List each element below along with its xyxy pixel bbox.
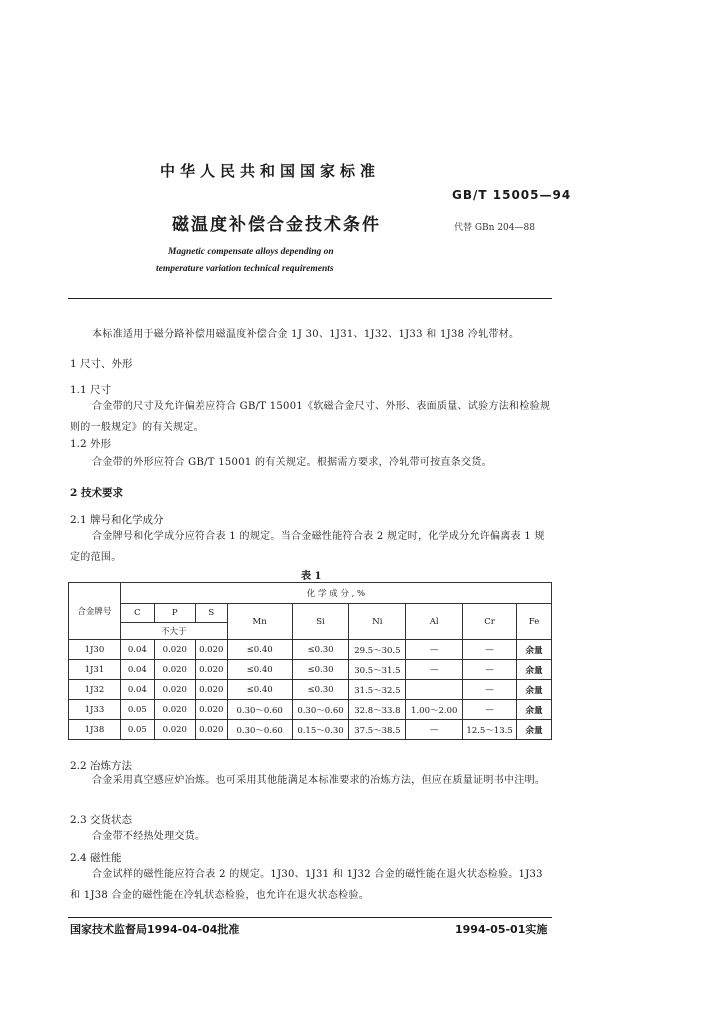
table-row xyxy=(69,640,552,660)
table-cell: — xyxy=(406,660,463,680)
section-2-4-text: 合金试样的磁性能应符合表 2 的规定。1J30、1J31 和 1J32 合金的磁性能在退火状态检验。1J33 和 1J38 合金的磁性能在冷轧状态检验，也允许在退火状态检验。 xyxy=(70,869,543,901)
table-cell: 余量 xyxy=(517,640,552,660)
table-cell: ≤0.30 xyxy=(292,660,349,680)
table-cell: 0.020 xyxy=(154,660,195,680)
section-2-2-text: 合金采用真空感应炉冶炼。也可采用其他能满足本标准要求的冶炼方法，但应在质量证明书中注明。 xyxy=(92,775,546,786)
table-cell: 0.30～0.60 xyxy=(227,720,292,740)
document-title-cn: 磁温度补偿合金技术条件 xyxy=(172,215,381,235)
element-s: S xyxy=(195,604,227,623)
table-cell: — xyxy=(463,680,517,700)
table-cell xyxy=(406,680,463,700)
header-rule xyxy=(68,298,552,299)
table-cell: 1J30 xyxy=(69,640,121,660)
table-cell: 29.5～30.5 xyxy=(349,640,406,660)
table-cell: 0.15～0.30 xyxy=(292,720,349,740)
standard-number: GB/T 15005—94 xyxy=(452,188,572,202)
table-cell: ≤0.40 xyxy=(227,640,292,660)
table-cell: 37.5～38.5 xyxy=(349,720,406,740)
table-cell: 31.5～32.5 xyxy=(349,680,406,700)
table-cell: 1J38 xyxy=(69,720,121,740)
not-greater-label: 不大于 xyxy=(120,623,227,640)
table-cell: 0.020 xyxy=(195,660,227,680)
table-cell: — xyxy=(463,660,517,680)
table-cell: ≤0.30 xyxy=(292,640,349,660)
table-cell: 0.020 xyxy=(195,700,227,720)
table-cell: 30.5～31.5 xyxy=(349,660,406,680)
section-2-1-heading: 2.1 牌号和化学成分 xyxy=(70,514,164,526)
element-p: P xyxy=(154,604,195,623)
element-ni: Ni xyxy=(349,604,406,640)
element-si: Si xyxy=(292,604,349,640)
table-cell: 0.04 xyxy=(120,680,154,700)
section-2-3-heading: 2.3 交货状态 xyxy=(70,814,133,826)
table-cell: ≤0.30 xyxy=(292,680,349,700)
table-cell: 余量 xyxy=(517,720,552,740)
element-mn: Mn xyxy=(227,604,292,640)
table-cell: — xyxy=(406,640,463,660)
table-cell: — xyxy=(406,720,463,740)
table-cell: 0.05 xyxy=(120,720,154,740)
table-cell: 0.30～0.60 xyxy=(292,700,349,720)
table-row xyxy=(69,660,552,680)
table-cell: 余量 xyxy=(517,680,552,700)
table-cell: 1.00～2.00 xyxy=(406,700,463,720)
footer-rule xyxy=(68,917,552,918)
scope-paragraph: 本标准适用于磁分路补偿用磁温度补偿合金 1J 30、1J31、1J32、1J33 和 1J38 冷轧带材。 xyxy=(92,329,520,340)
national-standard-heading: 中华人民共和国国家标准 xyxy=(160,162,381,180)
document-title-en-line1: Magnetic compensate alloys depending on xyxy=(168,247,334,257)
table-cell: 余量 xyxy=(517,660,552,680)
replaces-note: 代替 GBn 204—88 xyxy=(454,223,535,233)
table-cell: — xyxy=(463,700,517,720)
element-cr: Cr xyxy=(463,604,517,640)
table-cell: 0.020 xyxy=(154,700,195,720)
table-cell: 1J33 xyxy=(69,700,121,720)
table-cell: 0.020 xyxy=(154,680,195,700)
table-cell: ≤0.40 xyxy=(227,680,292,700)
table-cell: 1J31 xyxy=(69,660,121,680)
table-cell: 1J32 xyxy=(69,680,121,700)
section-1-2-text: 合金带的外形应符合 GB/T 15001 的有关规定。根据需方要求，冷轧带可按直条交货。 xyxy=(92,457,492,468)
document-title-en-line2: temperature variation technical requirements xyxy=(156,264,334,274)
table-cell: 0.020 xyxy=(195,640,227,660)
element-fe: Fe xyxy=(517,604,552,640)
table-cell: 0.04 xyxy=(120,660,154,680)
element-al: Al xyxy=(406,604,463,640)
table-cell: 0.020 xyxy=(195,680,227,700)
table-row xyxy=(69,700,552,720)
implementation-date: 1994-05-01实施 xyxy=(455,923,548,936)
table-row xyxy=(69,680,552,700)
section-1-1-text: 合金带的尺寸及允许偏差应符合 GB/T 15001《软磁合金尺寸、外形、表面质量、试验方法和检验规则的一般规定》的有关规定。 xyxy=(70,401,551,433)
element-c: C xyxy=(120,604,154,623)
table-cell: 0.020 xyxy=(154,720,195,740)
table-cell: 0.020 xyxy=(195,720,227,740)
composition-header: 化 学 成 分 , % xyxy=(120,583,551,604)
table-cell: 0.04 xyxy=(120,640,154,660)
table-1-caption: 表 1 xyxy=(301,571,322,582)
section-2-heading: 2 技术要求 xyxy=(70,487,123,499)
chemical-composition-table xyxy=(68,582,552,740)
table-cell: 12.5～13.5 xyxy=(463,720,517,740)
section-1-2-heading: 1.2 外形 xyxy=(70,438,112,450)
section-1-1-heading: 1.1 尺寸 xyxy=(70,384,112,396)
table-cell: 0.30～0.60 xyxy=(227,700,292,720)
section-1-heading: 1 尺寸、外形 xyxy=(70,358,133,370)
table-cell: ≤0.40 xyxy=(227,660,292,680)
table-cell: 32.8～33.8 xyxy=(349,700,406,720)
table-cell: 0.05 xyxy=(120,700,154,720)
approval-date: 国家技术监督局1994-04-04批准 xyxy=(70,923,240,936)
section-2-3-text: 合金带不经热处理交货。 xyxy=(92,831,206,842)
section-2-2-heading: 2.2 冶炼方法 xyxy=(70,760,133,772)
table-cell: — xyxy=(463,640,517,660)
section-2-1-text: 合金牌号和化学成分应符合表 1 的规定。当合金磁性能符合表 2 规定时，化学成分允许偏离表 1 规定的范围。 xyxy=(70,531,545,563)
section-2-4-heading: 2.4 磁性能 xyxy=(70,852,122,864)
table-cell: 0.020 xyxy=(154,640,195,660)
table-row xyxy=(69,720,552,740)
table-cell: 余量 xyxy=(517,700,552,720)
grade-header: 合金牌号 xyxy=(69,583,121,640)
